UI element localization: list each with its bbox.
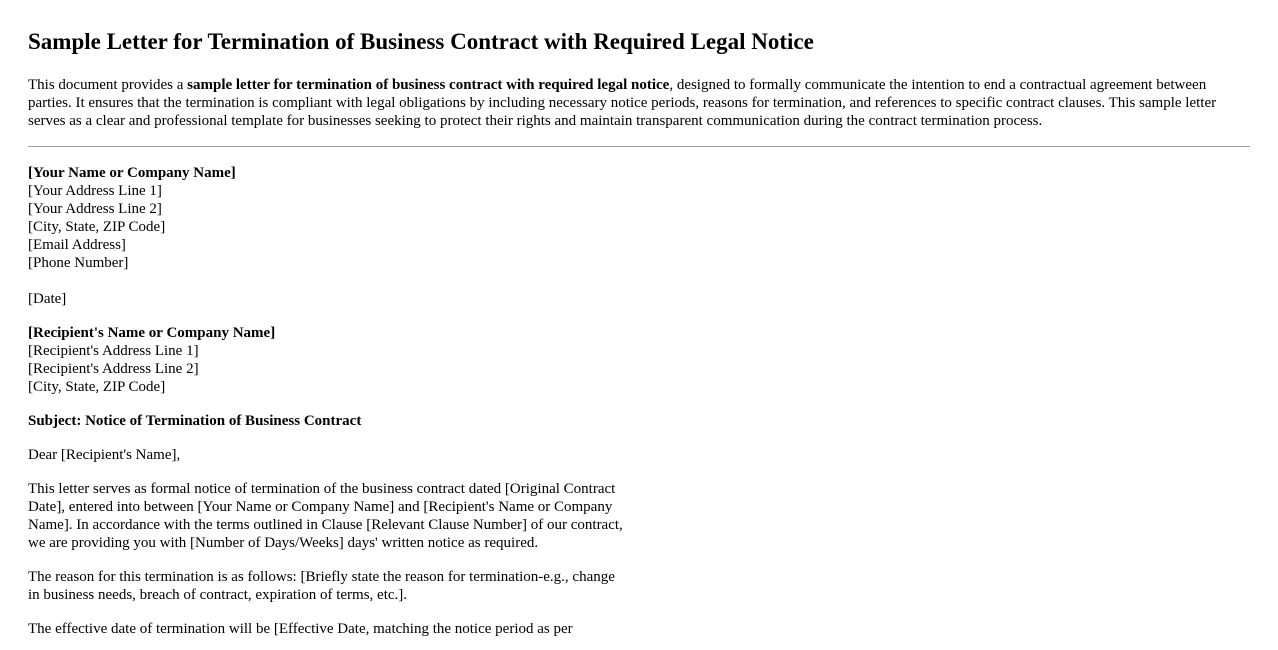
sender-address-line-1: [Your Address Line 1] <box>28 183 162 199</box>
recipient-city-state-zip: [City, State, ZIP Code] <box>28 379 166 395</box>
divider <box>28 146 1250 147</box>
letter-date-block <box>28 290 1250 308</box>
body-paragraph: This letter serves as formal notice of termination of the business contract dated [Original Contract Date], entered into between [Your Name or Company Name] and [Recipient's Name or Company Name]. In accordance with the terms outlined in Clause [Relevant Clause Number] of our contract, we are providing you with [Number of Days/Weeks] days' written notice as required. <box>28 481 623 551</box>
body-paragraph: The effective date of termination will be [Effective Date, matching the notice period as per <box>28 621 573 637</box>
intro-paragraph <box>28 76 1250 130</box>
recipient-address-line-2: [Recipient's Address Line 2] <box>28 361 199 377</box>
intro-text-bold: sample letter for termination of business contract with required legal notice <box>187 77 670 93</box>
letter-salutation: Dear [Recipient's Name], <box>28 447 181 463</box>
sender-address-line-2: [Your Address Line 2] <box>28 201 162 217</box>
sender-city-state-zip: [City, State, ZIP Code] <box>28 219 166 235</box>
letter-date: [Date] <box>28 291 67 307</box>
sender-email: [Email Address] <box>28 237 126 253</box>
intro-text-before: This document provides a <box>28 77 188 93</box>
recipient-name: [Recipient's Name or Company Name] <box>28 325 276 341</box>
page-title: Sample Letter for Termination of Business Contract with Required Legal Notice <box>28 29 814 54</box>
intro-text-after: , designed to formally communicate the intention to end a contractual agreement between parties. It ensures that the termination is compliant with legal obligations by including necessary notice periods, reasons for termination, and references to specific contract clauses. This sample letter serves as a clear and professional template for businesses seeking to protect their rights and maintain transparent communication during the contract termination process. <box>28 77 1217 129</box>
sender-block <box>28 164 1250 272</box>
recipient-block <box>28 324 1250 396</box>
body-paragraph: The reason for this termination is as follows: [Briefly state the reason for termination-e.g., change in business needs, breach of contract, expiration of terms, etc.]. <box>28 569 615 603</box>
letter-subject: Subject: Notice of Termination of Business Contract <box>28 413 362 429</box>
sender-name: [Your Name or Company Name] <box>28 165 236 181</box>
recipient-address-line-1: [Recipient's Address Line 1] <box>28 343 199 359</box>
sender-phone: [Phone Number] <box>28 255 129 271</box>
